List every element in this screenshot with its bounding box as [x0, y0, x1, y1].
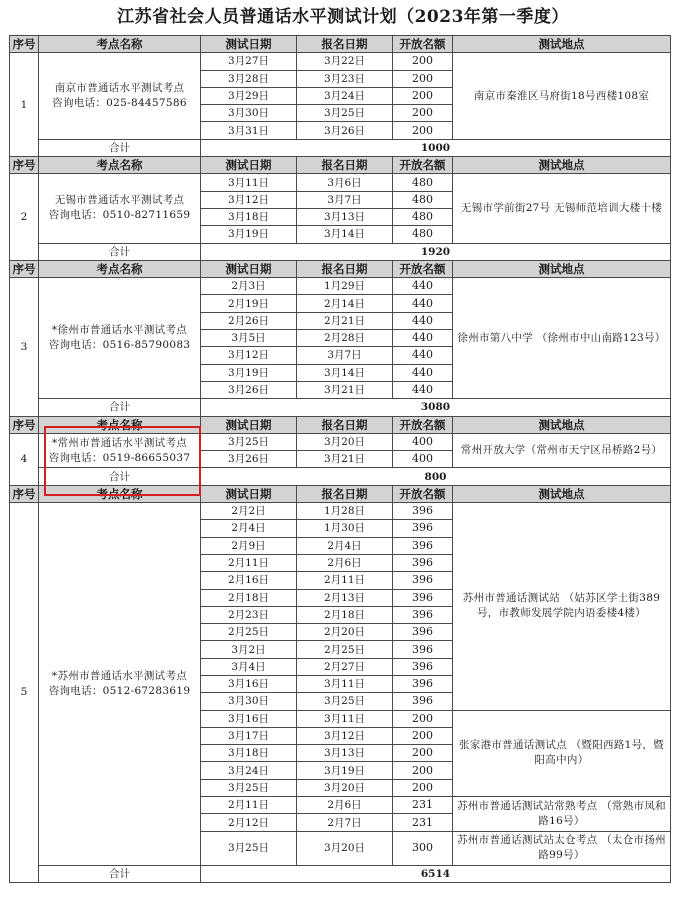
header-test-date: 测试日期	[201, 260, 297, 277]
site-phone: 咨询电话：025-84457586	[52, 97, 187, 110]
site-name: 无锡市普通话水平测试考点	[54, 194, 185, 207]
quota-cell: 396	[393, 554, 453, 571]
header-location: 测试地点	[453, 157, 671, 174]
test-date-cell: 2月19日	[201, 295, 297, 312]
site-name: *常州市普通话水平测试考点	[51, 436, 188, 449]
reg-date-cell: 3月14日	[297, 226, 393, 243]
test-date-cell: 2月23日	[201, 606, 297, 623]
sum-total: 6514	[201, 865, 671, 882]
seq-cell: 1	[10, 53, 39, 157]
quota-cell: 396	[393, 641, 453, 658]
sum-row	[10, 243, 671, 260]
schedule-table	[9, 35, 671, 883]
header-site: 考点名称	[39, 157, 201, 174]
quota-cell: 396	[393, 572, 453, 589]
header-test-date: 测试日期	[201, 157, 297, 174]
quota-cell: 396	[393, 675, 453, 692]
header-seq: 序号	[10, 260, 39, 277]
sum-total: 3080	[201, 399, 671, 416]
test-date-cell: 3月4日	[201, 658, 297, 675]
reg-date-cell: 2月11日	[297, 572, 393, 589]
reg-date-cell: 3月11日	[297, 710, 393, 727]
header-seq: 序号	[10, 416, 39, 433]
reg-date-cell: 3月12日	[297, 727, 393, 744]
test-date-cell: 3月25日	[201, 831, 297, 865]
table-row	[10, 503, 671, 520]
header-reg-date: 报名日期	[297, 485, 393, 502]
sum-label: 合计	[39, 139, 201, 156]
quota-cell: 440	[393, 330, 453, 347]
quota-cell: 200	[393, 779, 453, 796]
quota-cell: 396	[393, 537, 453, 554]
sum-total: 800	[201, 468, 671, 485]
reg-date-cell: 3月25日	[297, 105, 393, 122]
seq-cell: 4	[10, 433, 39, 485]
header-reg-date: 报名日期	[297, 416, 393, 433]
sum-label: 合计	[39, 468, 201, 485]
reg-date-cell: 3月24日	[297, 87, 393, 104]
quota-cell: 440	[393, 364, 453, 381]
header-site: 考点名称	[39, 485, 201, 502]
quota-cell: 440	[393, 347, 453, 364]
quota-cell: 200	[393, 710, 453, 727]
header-quota: 开放名额	[393, 36, 453, 53]
site-name: *徐州市普通话水平测试考点	[51, 324, 188, 337]
seq-cell: 5	[10, 503, 39, 883]
quota-cell: 396	[393, 606, 453, 623]
reg-date-cell: 2月14日	[297, 295, 393, 312]
header-seq: 序号	[10, 485, 39, 502]
test-date-cell: 2月4日	[201, 520, 297, 537]
reg-date-cell: 2月27日	[297, 658, 393, 675]
test-date-cell: 2月11日	[201, 797, 297, 814]
sum-total: 1920	[201, 243, 671, 260]
quota-cell: 480	[393, 174, 453, 191]
quota-cell: 231	[393, 814, 453, 831]
header-location: 测试地点	[453, 485, 671, 502]
header-site: 考点名称	[39, 36, 201, 53]
quota-cell: 396	[393, 693, 453, 710]
reg-date-cell: 2月20日	[297, 624, 393, 641]
location-cell: 张家港市普通话测试点 （暨阳西路1号，暨阳高中内）	[453, 710, 671, 796]
reg-date-cell: 3月26日	[297, 122, 393, 139]
reg-date-cell: 3月20日	[297, 831, 393, 865]
header-quota: 开放名额	[393, 260, 453, 277]
test-date-cell: 3月30日	[201, 693, 297, 710]
reg-date-cell: 3月20日	[297, 433, 393, 450]
reg-date-cell: 3月22日	[297, 53, 393, 70]
test-date-cell: 2月25日	[201, 624, 297, 641]
site-phone: 咨询电话：0516-85790083	[48, 339, 191, 352]
quota-cell: 400	[393, 451, 453, 468]
test-date-cell: 2月11日	[201, 554, 297, 571]
quota-cell: 440	[393, 312, 453, 329]
header-reg-date: 报名日期	[297, 260, 393, 277]
sum-label: 合计	[39, 243, 201, 260]
location-cell: 苏州市普通话测试站太仓考点 （太仓市扬州路99号）	[453, 831, 671, 865]
quota-cell: 480	[393, 226, 453, 243]
quota-cell: 400	[393, 433, 453, 450]
test-date-cell: 3月2日	[201, 641, 297, 658]
reg-date-cell: 2月28日	[297, 330, 393, 347]
test-date-cell: 3月19日	[201, 364, 297, 381]
test-date-cell: 3月31日	[201, 122, 297, 139]
test-date-cell: 3月24日	[201, 762, 297, 779]
reg-date-cell: 3月13日	[297, 745, 393, 762]
quota-cell: 200	[393, 70, 453, 87]
site-name: 南京市普通话水平测试考点	[54, 82, 185, 95]
header-row	[10, 157, 671, 174]
header-quota: 开放名额	[393, 416, 453, 433]
reg-date-cell: 2月7日	[297, 814, 393, 831]
header-test-date: 测试日期	[201, 416, 297, 433]
reg-date-cell: 3月23日	[297, 70, 393, 87]
reg-date-cell: 3月11日	[297, 675, 393, 692]
test-date-cell: 3月16日	[201, 710, 297, 727]
quota-cell: 440	[393, 278, 453, 295]
reg-date-cell: 3月19日	[297, 762, 393, 779]
quota-cell: 300	[393, 831, 453, 865]
reg-date-cell: 3月20日	[297, 779, 393, 796]
reg-date-cell: 3月21日	[297, 381, 393, 398]
sum-label: 合计	[39, 865, 201, 882]
reg-date-cell: 2月13日	[297, 589, 393, 606]
header-row	[10, 485, 671, 502]
header-row	[10, 416, 671, 433]
header-test-date: 测试日期	[201, 36, 297, 53]
header-site: 考点名称	[39, 260, 201, 277]
quota-cell: 396	[393, 520, 453, 537]
reg-date-cell: 3月25日	[297, 693, 393, 710]
test-date-cell: 3月25日	[201, 433, 297, 450]
quota-cell: 200	[393, 122, 453, 139]
quota-cell: 200	[393, 87, 453, 104]
header-seq: 序号	[10, 36, 39, 53]
quota-cell: 480	[393, 208, 453, 225]
quota-cell: 200	[393, 53, 453, 70]
sum-row	[10, 139, 671, 156]
sum-row	[10, 865, 671, 882]
test-date-cell: 2月9日	[201, 537, 297, 554]
table-row	[10, 278, 671, 295]
quota-cell: 200	[393, 727, 453, 744]
test-date-cell: 3月30日	[201, 105, 297, 122]
test-date-cell: 3月28日	[201, 70, 297, 87]
location-cell: 苏州市普通话测试站 （姑苏区学士街389号，市教师发展学院内语委楼4楼）	[453, 503, 671, 711]
quota-cell: 231	[393, 797, 453, 814]
header-seq: 序号	[10, 157, 39, 174]
reg-date-cell: 2月21日	[297, 312, 393, 329]
reg-date-cell: 2月18日	[297, 606, 393, 623]
header-location: 测试地点	[453, 416, 671, 433]
header-reg-date: 报名日期	[297, 36, 393, 53]
seq-cell: 2	[10, 174, 39, 260]
test-date-cell: 2月2日	[201, 503, 297, 520]
test-date-cell: 3月16日	[201, 675, 297, 692]
quota-cell: 200	[393, 762, 453, 779]
reg-date-cell: 3月21日	[297, 451, 393, 468]
reg-date-cell: 2月6日	[297, 797, 393, 814]
header-quota: 开放名额	[393, 157, 453, 174]
location-cell: 徐州市第八中学 （徐州市中山南路123号）	[453, 278, 671, 399]
site-phone: 咨询电话：0510-82711659	[48, 209, 191, 222]
site-cell	[39, 53, 201, 139]
site-cell	[39, 278, 201, 399]
reg-date-cell: 2月25日	[297, 641, 393, 658]
site-cell	[39, 503, 201, 866]
test-date-cell: 3月11日	[201, 174, 297, 191]
reg-date-cell: 2月6日	[297, 554, 393, 571]
test-date-cell: 2月16日	[201, 572, 297, 589]
header-location: 测试地点	[453, 260, 671, 277]
sum-row	[10, 399, 671, 416]
test-date-cell: 3月18日	[201, 208, 297, 225]
reg-date-cell: 1月28日	[297, 503, 393, 520]
header-row	[10, 260, 671, 277]
quota-cell: 200	[393, 105, 453, 122]
test-date-cell: 3月27日	[201, 53, 297, 70]
location-cell: 常州开放大学（常州市天宁区吊桥路2号）	[453, 433, 671, 468]
reg-date-cell: 3月13日	[297, 208, 393, 225]
sum-row	[10, 468, 671, 485]
quota-cell: 440	[393, 381, 453, 398]
test-date-cell: 2月12日	[201, 814, 297, 831]
location-cell: 苏州市普通话测试站常熟考点 （常熟市凤和路16号）	[453, 797, 671, 832]
test-date-cell: 3月5日	[201, 330, 297, 347]
page-title: 江苏省社会人员普通话水平测试计划（2023年第一季度）	[117, 7, 569, 27]
reg-date-cell: 3月14日	[297, 364, 393, 381]
reg-date-cell: 1月30日	[297, 520, 393, 537]
quota-cell: 396	[393, 658, 453, 675]
site-name: *苏州市普通话水平测试考点	[51, 669, 188, 682]
header-test-date: 测试日期	[201, 485, 297, 502]
reg-date-cell: 3月6日	[297, 174, 393, 191]
site-cell	[39, 174, 201, 243]
reg-date-cell: 3月7日	[297, 191, 393, 208]
test-date-cell: 2月26日	[201, 312, 297, 329]
seq-cell: 3	[10, 278, 39, 416]
site-phone: 咨询电话：0519-86655037	[48, 451, 191, 464]
table-row	[10, 433, 671, 450]
quota-cell: 396	[393, 503, 453, 520]
test-date-cell: 3月25日	[201, 779, 297, 796]
test-date-cell: 3月26日	[201, 381, 297, 398]
sum-total: 1000	[201, 139, 671, 156]
reg-date-cell: 3月7日	[297, 347, 393, 364]
test-date-cell: 3月18日	[201, 745, 297, 762]
header-location: 测试地点	[453, 36, 671, 53]
test-date-cell: 3月19日	[201, 226, 297, 243]
test-date-cell: 3月26日	[201, 451, 297, 468]
quota-cell: 440	[393, 295, 453, 312]
table-row	[10, 53, 671, 70]
reg-date-cell: 2月4日	[297, 537, 393, 554]
test-date-cell: 2月18日	[201, 589, 297, 606]
header-quota: 开放名额	[393, 485, 453, 502]
reg-date-cell: 1月29日	[297, 278, 393, 295]
test-date-cell: 3月12日	[201, 347, 297, 364]
header-site: 考点名称	[39, 416, 201, 433]
test-date-cell: 2月3日	[201, 278, 297, 295]
test-date-cell: 3月12日	[201, 191, 297, 208]
header-row	[10, 36, 671, 53]
site-phone: 咨询电话：0512-67283619	[48, 684, 191, 697]
site-cell	[39, 433, 201, 468]
sum-label: 合计	[39, 399, 201, 416]
quota-cell: 200	[393, 745, 453, 762]
location-cell: 南京市秦淮区马府街18号西楼108室	[453, 53, 671, 139]
quota-cell: 480	[393, 191, 453, 208]
quota-cell: 396	[393, 624, 453, 641]
test-date-cell: 3月17日	[201, 727, 297, 744]
location-cell: 无锡市学前街27号 无锡师范培训大楼十楼	[453, 174, 671, 243]
quota-cell: 396	[393, 589, 453, 606]
table-row	[10, 174, 671, 191]
test-date-cell: 3月29日	[201, 87, 297, 104]
header-reg-date: 报名日期	[297, 157, 393, 174]
